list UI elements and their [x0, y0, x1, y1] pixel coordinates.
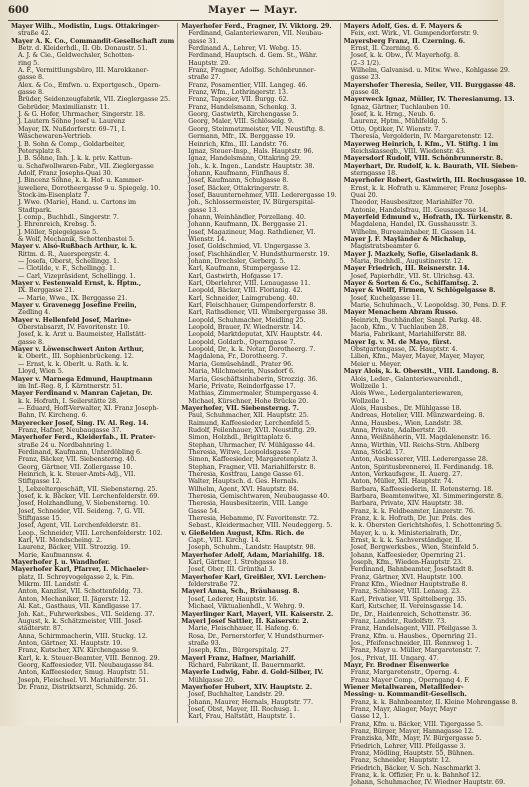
directory-entry: Mayer Wilh., Modistin, Lugs. Ottakringer-	[11, 22, 160, 30]
directory-entry: Franziska, Mfr., Mayr, IV. Bürgergasse 5.	[350, 734, 482, 743]
directory-entry: Maria, Geschäftsinhaberin, Strozzig. 36.	[188, 374, 318, 383]
directory-entry: Franz, Wfm., Lothringerstr. 13.	[188, 88, 288, 97]
directory-entry: Laurenz, Hptm., Mühlfeldg. 5.	[350, 117, 448, 126]
directory-entry: Leopold, Bäcker, VIII. Florianig. 42.	[188, 286, 303, 295]
directory-entry: Karl, Schneider, Laimgrubeng. 40.	[188, 293, 299, 302]
directory-entry: Betr. d. Kleiderhdl., II. Ob. Donaustr. 51.	[18, 44, 148, 53]
directory-entry: Paul, Schuhmacher, XII. Hauptstr. 25.	[188, 411, 309, 420]
directory-entry: Franz, k. k. Bahnbeamter, II. Kleine Mohrengasse 8.	[350, 697, 518, 706]
directory-entry: Sebast., Kleidermacher, VIII. Neudeggerg. 5.	[188, 521, 333, 530]
directory-entry: — Josefa, Oberst, Schellingg. 1.	[18, 257, 120, 265]
directory-entry: Anna, Stöckl. 17.	[350, 447, 406, 456]
directory-entry: Franz, k. k. Hofrath, Dr. Jur. Präs. des	[350, 514, 472, 523]
directory-columns	[8, 22, 527, 787]
directory-entry: Karl, VII. Mondscheing. 2.	[18, 536, 102, 545]
directory-entry: Hauptstr. 29.	[188, 58, 231, 67]
directory-entry: Alois Wwe., Ledergalanteriewaren,	[350, 389, 464, 398]
directory-entry: Mayer Friedrich, III. Reisnerstr. 14.	[343, 264, 470, 273]
directory-entry: Ferdinand, Hauptsch. d. Gem. St., Währ.	[188, 51, 318, 60]
directory-entry: Anton, Ausbesserer, VIII. Lederergasse 28.	[350, 455, 488, 464]
directory-entry: Stiftgasse 12.	[18, 477, 62, 486]
directory-entry: k. k. Hofrath, I. Seilerstätte 28.	[18, 396, 119, 405]
directory-entry: Johann, Weinhändler, Porzellang. 40.	[188, 212, 306, 221]
directory-entry: Franz, Mödling, Hauptstr. 55, Bühnen.	[350, 749, 475, 758]
directory-entry: J. Wwe. (Marie), Hand. u. Cartons im	[18, 198, 137, 207]
directory-entry: Marie, Private, Reindorfgasse 17.	[188, 381, 296, 390]
directory-entry: Alois, Hausbes., Dr. Mühlgasse 18.	[350, 403, 462, 412]
directory-entry: Joseph, Kfm., Wieden-Hauptstr. 23.	[350, 558, 463, 567]
directory-entry: Barbara, Private, XIV. Hauptstr. 38.	[350, 499, 464, 508]
directory-entry: Feix, ext. Wirk., VI. Gumpendorferstr. 9.	[350, 29, 479, 38]
directory-entry: Wilhelm, Galvanisd. u. Mitw. Wwe., Kohlgasse 29.	[350, 66, 510, 75]
directory-entry: Laurenz, Bäcker, VIII. Strozzig. 19.	[18, 543, 131, 552]
directory-entry: J. B. Söhne, Inh. J. k. k. priv. Kattun-	[18, 154, 133, 163]
directory-entry: Mayerhofer Karl, Pfarrer, I. Michaeler-	[11, 565, 149, 574]
directory-entry: Johann, Kaffeesieder, Opernring 21.	[350, 550, 466, 559]
page-header	[8, 5, 498, 21]
directory-entry: Bahn, IV. Kircheng. 6.	[18, 411, 88, 420]
directory-entry: Mayerhofer Ferd., Fragner, IV. Viktorg. 29.	[181, 22, 332, 30]
directory-entry: Wilhelm, Agent, XVI. Hauptstr. 84.	[188, 484, 299, 493]
directory-entry: Theresia, Kostfrau, Lange Gasse 61.	[188, 469, 304, 478]
directory-entry: Joseph, Fleischsel. VI. Mariahilferstr. 51.	[18, 675, 149, 684]
directory-entry: Lloyd, Wien 5.	[18, 367, 64, 376]
directory-entry: Adolf, Franz Josephs-Quai 30.	[18, 168, 113, 177]
directory-entry: Mayers Adolf, Ges. d. F. Mayers &	[343, 22, 463, 30]
directory-entry: J. Ehrenreich, Krebsg. 5.	[18, 220, 97, 229]
directory-entry: Franz, k. k. Feldbeamter, Linzerstr. 76.	[350, 506, 475, 515]
directory-entry: Franz, Schlosser, VIII. Lenaug. 23.	[350, 587, 462, 596]
directory-entry: Wiener Metallwaren, Metallfeder-	[343, 682, 464, 691]
column-left	[8, 23, 177, 723]
directory-entry: Gasse 54.	[188, 506, 220, 515]
directory-entry: J. Möller, Spiegelgasse 5.	[18, 227, 99, 236]
page-number: 600	[8, 5, 29, 16]
directory-entry: Mayerhofer, VII. Siebensterng. 7.	[181, 403, 299, 412]
directory-entry: Franz, Landstr., Rudolfstr. 73.	[350, 616, 447, 625]
directory-entry: Capt., VIII. Kirchg. 14.	[188, 536, 261, 545]
directory-entry: Mayershofer Theresia, Seiler, VII. Burggasse 48.	[343, 80, 516, 89]
directory-entry: Alois, Leder-, Galanteriewarenhdl.,	[350, 374, 463, 383]
directory-entry: Mayer & Wolff, Firmen, V. Schlögelgasse 8.	[343, 286, 496, 295]
directory-entry: Lilien, Kfm., Mayer, Mayer, Mayer, Mayer,	[350, 352, 485, 361]
directory-entry: Reichskassegb., VIII. Wiedenstr. 43.	[350, 146, 466, 155]
directory-entry: Karl, Fleischhauer, Gumpendorferstr. 8.	[188, 301, 316, 310]
directory-entry: gasse 8.	[18, 88, 44, 97]
directory-entry: Rudolf, Feilenhauer, XVII. Neustiftg. 29.	[188, 425, 317, 434]
directory-entry: Friedrich, Lehrer, VIII. Pfeilgasse 3.	[350, 741, 466, 750]
directory-entry: Anton, Kanzlist, VII. Schottenfeldg. 73.	[18, 587, 143, 596]
directory-entry: Josef, Kuchelgasse 11.	[350, 293, 422, 302]
directory-entry: Mayerhart, Dr. Rudolf, k. k. Baurath, VII. Sieben-	[343, 161, 518, 170]
directory-entry: Quai 20.	[350, 190, 378, 199]
directory-entry: — Ernst, k. k. Oberlt. u. Rath. k. k.	[18, 359, 129, 368]
directory-entry: Mayersdorf Rudolf, VIII. Schönbrunnerstr. 8.	[343, 154, 503, 163]
directory-entry: gasse 31.	[188, 36, 219, 45]
directory-entry: ring 5.	[18, 58, 40, 67]
directory-entry: Ernst, II. Czerning. 6.	[350, 44, 420, 53]
directory-entry: Oberstabsarzt, IV. Favoritenstr. 10.	[18, 323, 130, 332]
directory-entry: straße 27.	[188, 73, 221, 82]
directory-entry: Mayerhofer J. u. Wandhofer.	[11, 558, 111, 567]
directory-entry: Mayer, k. u. k. Ministerialrath, Dr.,	[350, 528, 462, 537]
directory-entry: k. Oberlt., III. Sophienbrückeng. 12.	[18, 352, 134, 361]
directory-entry: Franz, Schneider, Hauptstr. 12.	[350, 756, 451, 765]
directory-entry: Stiftgasse 15.	[18, 514, 62, 523]
directory-entry: Josef, Obst, Mayer, III. Rochusg. 1.	[188, 704, 300, 713]
directory-entry: Jos., Pfeifenschneider, III. Rennweg 1.	[350, 638, 473, 647]
directory-entry: Mayerweck Ignaz, Müller, IV. Theresianumg. 13.	[343, 95, 515, 104]
directory-entry: Rosa, Dr., Pernerstorfer, V. Hundsthurmer-	[188, 631, 325, 640]
directory-entry: Magistratsbeamter 6.	[350, 242, 420, 251]
directory-entry: Wienstr. 14.	[188, 234, 227, 243]
directory-entry: straße 93.	[188, 638, 221, 647]
directory-entry: Anton, Mechaniker, II. Jägerstr. 12.	[18, 594, 131, 603]
directory-entry: Ernst, k. k. k. Sachverständiger, II.	[350, 536, 462, 545]
directory-entry: Mayer v. Alsó-Rußbach Arthur, k. k.	[11, 242, 137, 251]
directory-entry: Karl, Privatier, VII. Spittelbergg. 35.	[350, 594, 467, 603]
directory-entry: Mayerhofer Ferd., Kleiderfab., II. Prater-	[11, 433, 156, 442]
directory-entry: Leopold, Dr., k. k. Notar, Dorotheerg. 7.	[188, 345, 316, 354]
directory-entry: Josef, k. k. Hrng., Neub. 6.	[350, 110, 436, 119]
directory-entry: Anton, Verkaufsgew., II. Auerg. 27.	[350, 469, 463, 478]
directory-entry: Mayer v. Marnega Edmund, Hauptmann	[11, 374, 153, 383]
directory-entry: Maria, Milchmeierin, Nussdorf 6.	[188, 367, 295, 376]
directory-entry: Anna, Weißnäherin, VII. Magdalenenstr. 16.	[350, 433, 491, 442]
column-right	[340, 22, 529, 787]
directory-entry: Georg, Maler, VIII. Schlösselg. 9.	[188, 117, 294, 126]
directory-entry: Mayerhofer Karl, Greißler, XVI. Lerchen-	[181, 572, 327, 581]
directory-entry: Mayer Ig. v. M. de Mayo, fürst.	[343, 337, 452, 346]
directory-entry: platz, II. Schreyvogelgasse 2, k. Fin.	[18, 572, 135, 581]
directory-entry: Stephan, Fragner, VII. Mariahilferstr. 8.	[188, 462, 316, 471]
directory-entry: Josef, Agent, VII. Lerchenfelderstr. 81.	[18, 521, 141, 530]
directory-entry: Johann, Schuhmacher, IV. Wiedner Hauptstr. 69.	[350, 778, 506, 787]
directory-entry: Ferdinand A., Lehrer, VI. Webg. 15.	[188, 44, 302, 53]
directory-entry: Mayerhofer Hubert, XIV. Hauptstr. 2.	[181, 682, 313, 691]
directory-entry: sterngasse 18.	[350, 168, 398, 177]
directory-entry: Josef, k. k. Obw., IV. Mayerhofg. 8.	[350, 51, 460, 60]
directory-entry: Maria, Gemüsehändl., Prater 96.	[188, 359, 294, 368]
directory-entry: Franz, Handelsagent, VIII. Pfeilgasse 3.	[350, 624, 478, 633]
directory-entry: Brüder, Seidenzeugfabrik, VII. Zieglergasse 25.	[18, 95, 171, 104]
directory-entry: gasse 13.	[188, 205, 219, 214]
directory-entry: k. k. Obersten Gerichtshofes, I. Schottenring 5.	[350, 521, 503, 530]
directory-entry: Mayerl Josef Sattler, II. Kaiserstr. 2.	[181, 616, 309, 625]
directory-entry: Josef, Kaufmann, Schulgasse 8.	[188, 176, 289, 185]
directory-entry: Georg, Gastwirth, Kirchengasse 5.	[188, 110, 299, 119]
directory-entry: Dr. Franz, Distriktsarzt, Schmidg. 26.	[18, 682, 138, 691]
directory-entry: Obstgartengasse, IX. Hauptstr. 4.	[350, 345, 458, 354]
directory-entry: Marie, Fleischhauer, II. Hafeng. 6.	[188, 624, 299, 633]
directory-entry: Mayerweg Heinrich, I. Kfm., VI. Stiftg. 1 im	[343, 139, 499, 148]
directory-entry: Rittm. d. R., Auerspergstr. 4.	[18, 249, 110, 258]
directory-entry: städterstr. 87.	[18, 624, 63, 633]
directory-entry: Franz, Bäcker, VII. Siebensterng. 40.	[18, 455, 137, 464]
directory-entry: (2–3 1/2).	[350, 58, 381, 67]
directory-entry: Heinrich, Kfm., III. Landstr. 76.	[188, 139, 289, 148]
directory-entry: im Inf.-Reg. 8, I. Kärntnerstr. 51.	[18, 381, 123, 390]
directory-entry: straße 42.	[18, 29, 51, 38]
directory-entry: Anna, Hausbes., Wien, Landstr. 38.	[350, 418, 463, 427]
directory-entry: Richard, Fabrikant, II. Bauernmarkt.	[188, 660, 306, 669]
directory-entry: Ignaz, Handelsmann, Ottakring 29.	[188, 154, 301, 163]
directory-entry: Mayer Menachem Abram Russo.	[343, 308, 458, 317]
directory-entry: Heinrich, k. k. Steuer-Amts-Adj., VII.	[18, 469, 136, 478]
directory-entry: Josef, Magazineur, Mag. Rathdiener, VI.	[188, 227, 316, 236]
directory-entry: Wollzeile 1.	[350, 396, 388, 405]
directory-entry: Anton, Müller, XII. Hauptstr. 74.	[350, 477, 454, 486]
directory-entry: gasse 23.	[350, 73, 381, 82]
directory-entry: Theresia, Vergolderin, IV. Margaretenstr. 12.	[350, 132, 494, 141]
directory-entry: Mayersberg Franz, II. Czerning. 6.	[343, 36, 466, 45]
directory-entry: Marie, Schuhmach., V. Leopoldsg. 30, Pens. D. F.	[350, 301, 507, 310]
directory-entry: Wäschewaren-Vertrieb.	[18, 132, 92, 141]
directory-entry: — Marie, Wwe., IX. Berggasse 21.	[18, 293, 128, 302]
directory-entry: Ferdinand, Kaufmann, Unterdöbling 6.	[18, 447, 143, 456]
directory-entry: Josef, Papierhdlr., VII. St. Ulrichsg. 43.	[350, 271, 475, 280]
directory-entry: Mayerecker Josef, Sing. IV. Al. Reg. 14.	[11, 418, 149, 427]
directory-entry: Stephan, Uhrmacher, IV. Mühlgasse 44.	[188, 440, 315, 449]
directory-entry: Franz Mayer Comp., Operngang 4. F.	[350, 675, 470, 684]
directory-entry: Mayer v. Gravenegg Josefine Freiin,	[11, 301, 137, 310]
directory-entry: Franz, Kutscher, XIV. Kirchengasse 9.	[18, 646, 138, 655]
directory-entry: Franz, Kfm. u. Hausbes., Opernring 21.	[350, 631, 477, 640]
directory-entry: Anton, Spiritusbrennerei, II. Ferdinandg. 18.	[350, 462, 494, 471]
running-head: Mayer — Mayr.	[208, 5, 298, 16]
directory-entry: Karl, k. k. Steuer-Beamter, VIII. Bennog. 29.	[18, 653, 160, 662]
directory-entry: Franz, Posamentier, VIII. Langeg. 46.	[188, 80, 308, 89]
directory-entry: Mayerhofer Robert, Gastwirth, III. Rochusgasse 10.	[343, 176, 527, 185]
directory-entry: Heinrich, Buchhändler, Sanpl. Parkg. 48.	[350, 315, 482, 324]
directory-entry: Franz, Margaretenstr., Operng. 4.	[350, 668, 460, 677]
directory-entry: Michael, Kürschner, Hohe Brücke 20.	[188, 396, 309, 405]
directory-entry: Magdalena, Handel, IX. Gusshausstr. 3.	[350, 220, 477, 229]
directory-entry: J. B. Sohn & Comp., Goldarbeiter,	[18, 139, 126, 148]
directory-entry: Karl, Kutscher, II. Vereinsgasse 14.	[350, 602, 463, 611]
directory-entry: IX. Berggasse 21.	[18, 286, 75, 295]
directory-entry: August, k. k. Schätzmeister, VIII. Josef-	[18, 616, 143, 625]
directory-entry: Zedling 4.	[18, 308, 51, 317]
directory-entry: & Wolf, Mechanik, Schottenbastei 5.	[18, 234, 135, 243]
directory-entry: Mayr, Fr. Brodner Eisenwerke	[343, 660, 450, 669]
directory-entry: Mayer Ferdinand v. Manran Cajetan, Dr.	[11, 389, 153, 398]
directory-entry: Karl, Gastwirth, Hofgasse 17.	[188, 271, 283, 280]
directory-entry: Mathias, Zimmermaler, Stumpergasse 4.	[188, 389, 319, 398]
directory-entry: Joh. Kat., Fuhrwerksbes., VII. Seideng. 37.	[18, 609, 155, 618]
directory-entry: Josef, Holzhandlung, V. Siebensterng. 10.	[18, 499, 150, 508]
directory-entry: Franz, Kfm. u. Bäcker, VIII. Tigergasse 5.	[350, 719, 483, 728]
directory-entry: Simon, Kaffeesieder, Margaretenplatz 3.	[188, 455, 318, 464]
directory-entry: A. J. & Cie., Geldwechsler, Schotten-	[18, 51, 135, 60]
directory-entry: Josef, Fischhändler, V. Hundsthurmerstr. 19.	[188, 249, 330, 258]
directory-entry: Marie, Kaufmannsw. 4.	[18, 550, 92, 559]
directory-entry: Friedrich, Bäcker, V. Sch. Naschmarkt 3.	[350, 763, 481, 772]
directory-entry: Johann, Kaufmann, Fünfhaus 8.	[188, 168, 290, 177]
directory-entry: Ignaz, Gärtner, Tuchlauben 10.	[350, 102, 451, 111]
directory-entry: Mayerle Ludwig, Fabr. d. Gold-Silber, IV.	[181, 668, 324, 677]
directory-entry: Germann, Mfr., IX. Berggasse 19.	[188, 132, 296, 141]
directory-entry: gasse 8.	[18, 337, 44, 346]
directory-entry: Magdalena, Fr., Dorotheerg. 7.	[188, 352, 288, 361]
directory-entry: Franz, Handelsmann, Schenkg. 3.	[188, 102, 297, 111]
directory-entry: gasse 48.	[350, 88, 381, 97]
directory-entry: Ignaz, Steuer-Insp., Hals. Hauptstr. 96.	[188, 146, 314, 155]
directory-entry: Karl, Rathsdiener, VII. Wimbergergasse 38.	[188, 308, 328, 317]
directory-entry: Franz, Hafner, Neubaugasse 37.	[18, 425, 122, 434]
directory-entry: Stock-im-Eisenplatz 7.	[18, 190, 90, 199]
directory-entry: Barbara, Kaffeesiederin, II. Rotensterng. 18.	[350, 484, 494, 493]
directory-entry: Barbara, Beamtenwitwe, XI. Simmeringerstr. 8.	[350, 492, 503, 500]
directory-entry: Karl, Gärtner, I. Strohgasse 18.	[188, 558, 289, 567]
directory-entry: Leopold, Marktdeputat, XIV. Hauptstr. 44.	[188, 330, 323, 339]
directory-entry: Josef, Buchhalter, Landstr. 29.	[188, 690, 285, 699]
directory-entry: Mayer, IX. Nußdorferstr. 69–71, I.	[18, 124, 127, 133]
directory-entry: v. Gießelden August, Kfm. Rich. de	[181, 528, 305, 537]
directory-entry: Gasse 12, 1.	[350, 712, 390, 721]
directory-entry: Josef, Ober, III. Grünthal 3.	[188, 565, 275, 574]
directory-entry: — Clotilde, v. F., Schellingg. 1.	[18, 264, 116, 273]
directory-entry: Mayer & Sorten & Co., Schiffamtsg. 2.	[343, 279, 479, 288]
directory-entry: Mayerl Anna, Sch., Bräuhausg. 8.	[181, 587, 300, 596]
directory-entry: Mayerlinger Karl, Mayerl, VII. Kaiserstr. 2.	[181, 609, 334, 618]
directory-entry: Joh., Schlossermeister, IV. Bürgerspital-	[188, 198, 315, 207]
directory-entry: Theresia, Hausbesitzerin, VIII. Lange	[188, 499, 308, 508]
directory-entry: Johann, Drechsler, Gerberg. 5.	[188, 257, 286, 265]
directory-entry: Mühlgasse 20.	[188, 675, 235, 684]
directory-entry: J., Lebzeltergeschäft, VII. Siebensterng. 25.	[18, 484, 158, 493]
directory-entry: Anton, Kaffeesieder, Smug. Hauptstr. 51.	[18, 668, 149, 677]
directory-entry: u. Schafwollwaren-Fabr., VII. Zieglergasse	[18, 161, 154, 170]
directory-entry: Petersplatz 8.	[18, 146, 62, 155]
directory-entry: Johann, Kaufmann, IX. Berggasse 21.	[188, 220, 308, 229]
directory-entry: Mayer v. Hellenfeld Josef, Marine-	[11, 315, 132, 324]
directory-entry: Karl, Oberlehrer, VIII. Lenaugasse 11.	[188, 279, 311, 288]
directory-entry: Dr., Dr., Haidenreich, Schottenstr. 36.	[350, 609, 472, 618]
directory-entry: Wilhelm, Bureauinhaber, II. Gassen 14.	[350, 227, 476, 236]
directory-entry: Ferdinand, Galanteriewaren, VII. Neubau-	[188, 29, 324, 38]
directory-entry: J. Bincenz Söhne, k. k. Hof- u. Kammer-	[18, 176, 144, 185]
directory-entry: Leopold, Brauer, IV. Wiednerstr. 14.	[188, 323, 303, 332]
directory-entry: Mayer A. K. Co., Commandit-Gesellschaft zum	[11, 36, 175, 45]
directory-entry: Simon, Holzhdl., Brigittaplatz 6.	[188, 433, 292, 442]
directory-entry: A. F., Vermittlungsbüro, III. Marokkaner-	[18, 66, 149, 75]
directory-entry: Mayerl Franz, Hafner, Mariahilf.	[181, 653, 296, 662]
directory-entry: Maria, Buchhdl., Augustinerstr. 12.	[350, 257, 464, 265]
directory-entry: Joh., k. k. Ingen., Landstr. Hauptstr. 38.	[188, 161, 315, 170]
directory-entry: Franz, Gärtner, XVI. Hauptstr. 100.	[350, 572, 463, 581]
directory-entry: juweliere, Dorotheergasse 9 u. Spiegelg. 10.	[18, 183, 161, 192]
directory-entry: Mayer v. Festenwald Ernst, k. Hptm.,	[11, 279, 142, 288]
directory-entry: Walter, Hauptsch. d. Ges. Hernals.	[188, 477, 299, 486]
directory-entry: Franz, Mayr, Aliager, Mayr, Mayr	[350, 704, 457, 713]
directory-entry: Otto, Optiker, IV. Wienstr. 7.	[350, 124, 441, 133]
directory-entry: Andreas, Hotelier, VIII. Münzwardeing. 8.	[350, 411, 485, 420]
directory-entry: Wollzeile 1.	[350, 381, 388, 390]
directory-entry: Theodor, Hausbesitzer, Mariahilfer 70.	[350, 198, 475, 207]
directory-entry: Meier u. Meyer.	[350, 359, 402, 368]
directory-entry: Johann, Maurer, Hernals, Hauptstr. 77.	[188, 697, 313, 706]
directory-entry: Anna, Wirthin, VII. Reichs-Strn. Ahlberg	[350, 440, 480, 449]
directory-entry: Josef, k. k. Bäcker, VII. Lerchenfelderstr. 69.	[18, 492, 160, 500]
directory-entry: Josef, Schneider, VII. Seideng. 7, G. VII.	[18, 506, 145, 515]
directory-entry: Georg, Kaffeesieder, VII. Neubaugasse 84.	[18, 660, 154, 669]
directory-entry: Jos., Privat, III. Ungarg. 47.	[350, 653, 439, 662]
directory-entry: Antonie, Handelsfrau, III. Geusaugasse 14.	[350, 205, 489, 214]
directory-entry: Mayer v. Löwenschwert Anton Arthur,	[11, 345, 144, 354]
directory-entry: Leopold, Schuhmacher, Meidling 25.	[188, 315, 306, 324]
directory-entry: Josef, Bauunternehmer, VIII. Lederergasse 19.	[188, 190, 337, 199]
directory-entry: Mayer J. F. Mayländer & Michalup,	[343, 234, 467, 243]
directory-entry: Josef, Lederer, Hauptstr. 16.	[188, 594, 279, 603]
directory-entry: J. & G. Hofer, Uhrmacher, Singerstr. 18.	[18, 110, 145, 119]
directory-entry: Mikrm. III. Landstr. 4.	[18, 580, 89, 589]
directory-entry: Josef, Goldschmied, VI. Ungergasse 3.	[188, 242, 311, 251]
directory-entry: Joseph, Schuhm., Landstr. Hauptstr. 98.	[188, 543, 316, 552]
directory-entry: Franz, Bürger, Mayer, Hannagasse 12.	[350, 727, 474, 735]
directory-entry: Leop., Schneider, VIII. Lerchenfelderstr. 102.	[18, 528, 163, 537]
directory-entry: Mayerfeld Edmund v., Hofrath, IX. Türkenstr. 8.	[343, 212, 513, 221]
directory-entry: Messing- u. Kommandit-Gesellsch.	[343, 690, 467, 699]
directory-entry: — Carl, Vizepräsident, Schellingg. 1.	[18, 271, 136, 280]
directory-entry: Raimund, Kaffeesieder, Lerchenfeld 5.	[188, 418, 311, 427]
directory-entry: Ernst, k. k. Hofrath u. Kämmerer, Franz Josephs-	[350, 183, 508, 192]
directory-entry: Anna, Private, Adalbertstr. 20.	[350, 425, 448, 434]
directory-entry: Theresia, Witwe, Leopoldsgasse 7.	[188, 447, 299, 456]
directory-entry: Franz, k. k. Offizier, Fr. u. k. Bahnhof 12.	[350, 771, 482, 780]
directory-entry: Joseph, Kfm., Bürgerspitalg. 27.	[188, 646, 291, 655]
directory-entry: Georg, Gärtner, VII. Zollergasse 10.	[18, 462, 133, 471]
directory-entry: J. comp., Buchhdl., Singerstr. 7.	[18, 212, 119, 221]
column-middle	[177, 23, 339, 723]
directory-entry: Theresia, Hebamme, IV. Favoritenstr. 72.	[188, 514, 319, 523]
directory-entry: Josef, k. k. Arzt u. Baumeister, Hallstätt-	[18, 330, 147, 339]
directory-entry: felderstraße 72.	[188, 580, 240, 589]
directory-entry: Josef, Bergwerksbes., Wien, Steinfeld 5.	[350, 543, 479, 552]
directory-entry: Alex. & Co., Emfwn. u. Exportgesch., Opern-	[18, 80, 161, 89]
directory-entry: Franz, Mayr u. Müller, Margaretenstr. 7.	[350, 646, 481, 655]
directory-entry: Franz, Tapezier, VII. Burgg. 62.	[188, 95, 289, 104]
directory-entry: gasse 8.	[18, 73, 44, 82]
directory-entry: Gebrüder, Maximilianstr. 11.	[18, 102, 110, 111]
directory-entry: straße 24 u. Nordbahnring 1.	[18, 440, 112, 449]
directory-entry: Leopold, Goldarb., Operngasse 7.	[188, 337, 296, 346]
directory-entry: Ferdinand, Bahnbeamter, Josefstadt 8.	[350, 565, 474, 574]
directory-entry: Maria, Fabrikant, Mariahilferstr. 88.	[350, 330, 467, 339]
directory-entry: Franz Kfm., Wiedner Hauptstraße 8.	[350, 580, 468, 589]
directory-entry: Theresia, Gemischtwaren, Neubaugasse 40.	[188, 492, 330, 500]
directory-entry: Al. Kat., Gasthaus, VII. Kandlgasse 17.	[18, 602, 142, 611]
directory-entry: Josef, Bäcker, Ottakringerstr. 8.	[188, 183, 289, 192]
directory-entry: Mayer J. Mazkely, Sofie, Giseladank 8.	[343, 249, 478, 258]
directory-entry: Anna, Schirmmacherin, VIII. Stuckg. 12.	[18, 631, 148, 640]
directory-entry: Franz, Fragner, Adolfsg. Schönbrunner-	[188, 66, 316, 75]
directory-entry: Anton, Gärtner, XI. Hauptstr. 19.	[18, 638, 123, 647]
directory-entry: Mayerhofer Adolf, Adam, Mariahilfg. 18.	[181, 550, 325, 559]
directory-entry: Stadtpark.	[18, 205, 52, 214]
directory-entry: Karl, Frau, Haltstätt, Hauptstr. 1.	[188, 712, 296, 721]
directory-entry: Jacob, Kfm., V. Tuchlauben 28.	[350, 323, 449, 332]
directory-entry: Karl, Kaufmann, Stumpergasse 12.	[188, 264, 301, 273]
directory-entry: J. Lautern Söhne Josef u. Laurenz	[18, 117, 126, 126]
directory-entry: Georg, Steinmetzmeister, VII. Neustiftg. 8.	[188, 124, 325, 133]
directory-entry: — Eduard, Hoff-Verwalter, XI. Franz Joseph-	[18, 403, 159, 412]
directory-entry: Mayr Alois, k. k. Oberstlt., VIII. Landong. 8.	[343, 367, 499, 376]
directory-entry: Michael, Viktualienhdl., V. Wehrg. 9.	[188, 602, 305, 611]
